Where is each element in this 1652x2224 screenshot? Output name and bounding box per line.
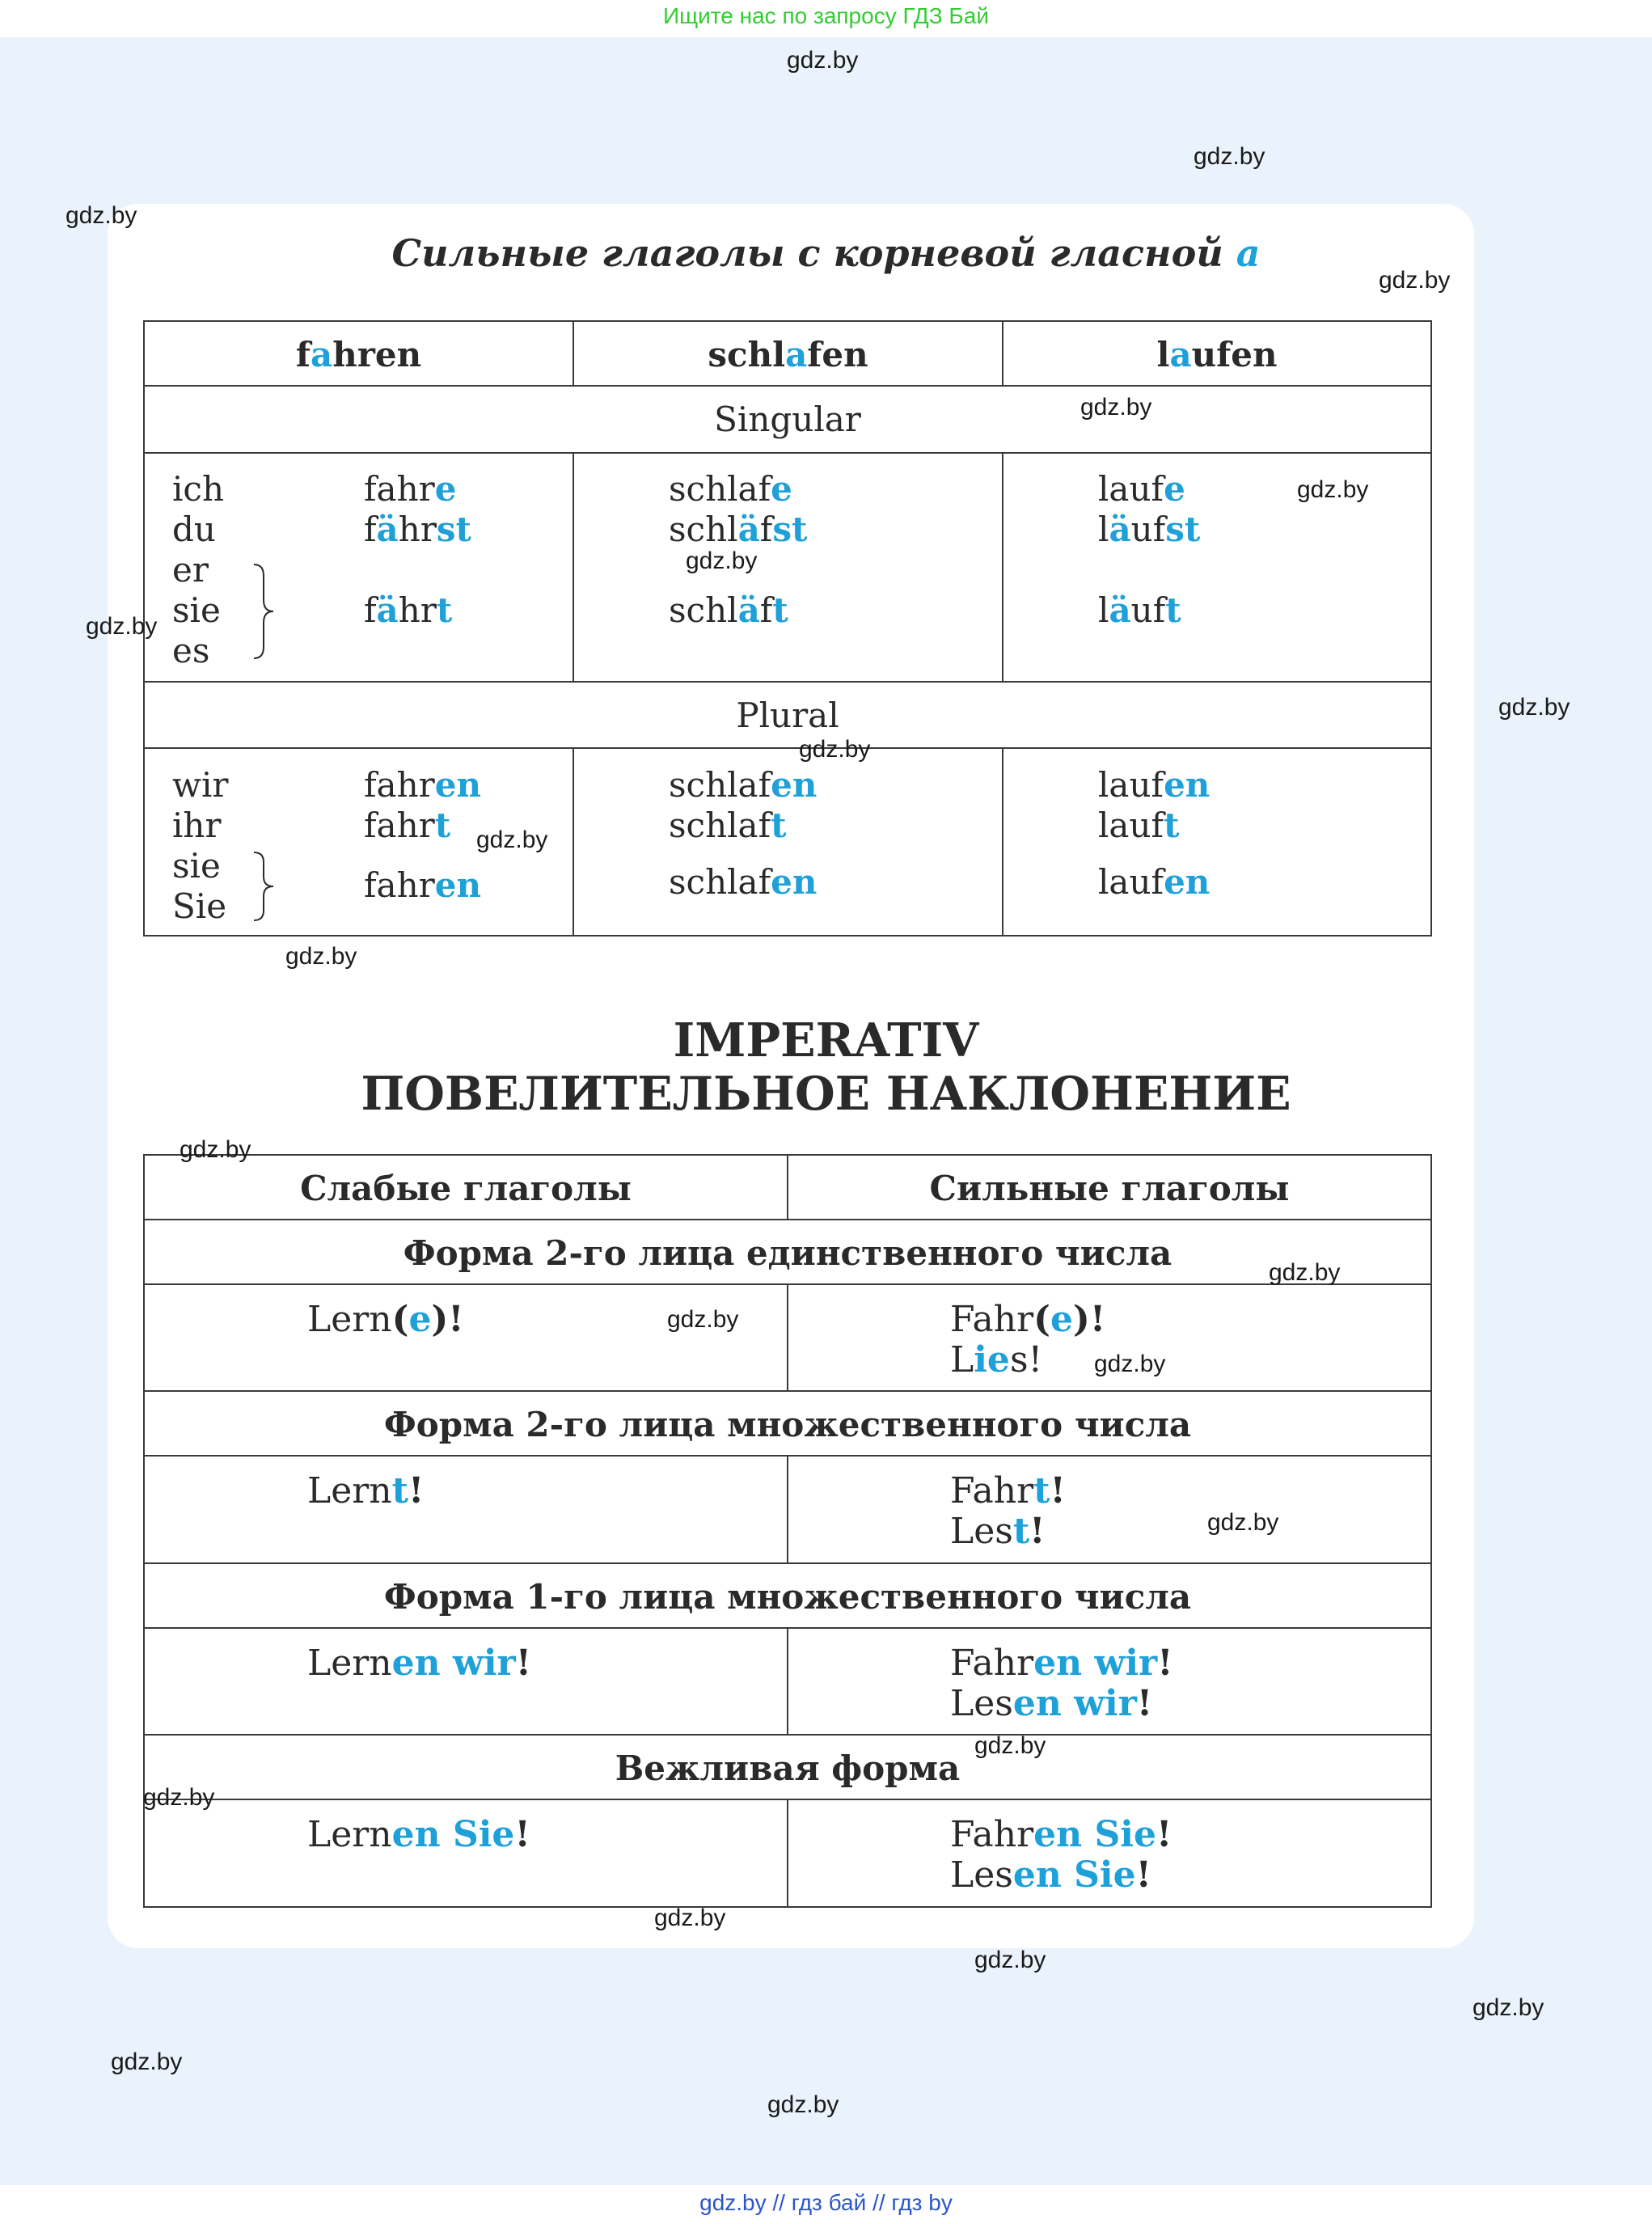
schlafen-sg-ich: schlafe bbox=[669, 469, 792, 509]
laufen-pl-wir: laufen bbox=[1098, 765, 1210, 805]
pl1-strong-fahren: Fahren wir! bbox=[950, 1643, 1173, 1684]
laufen-sg-ich: laufe bbox=[1098, 469, 1185, 509]
fahren-pl-ihr: fahrt bbox=[364, 805, 451, 845]
brace-sie-Sie bbox=[254, 852, 273, 920]
imperativ-title: IMPERATIV bbox=[673, 1013, 979, 1068]
watermark: gdz.by bbox=[1194, 143, 1265, 170]
pronoun-er: er bbox=[172, 550, 209, 590]
polite-weak: Lernen Sie! bbox=[307, 1814, 530, 1855]
schlafen-pl-ihr: schlaft bbox=[669, 805, 787, 845]
schlafen-pl-sie: schlafen bbox=[669, 862, 818, 902]
pronoun-ihr: ihr bbox=[172, 805, 222, 845]
sg2-strong-fahr: Fahr(e)! bbox=[950, 1299, 1106, 1340]
pl1-strong-lesen: Lesen wir! bbox=[950, 1683, 1153, 1724]
watermark: gdz.by bbox=[476, 827, 548, 853]
watermark: gdz.by bbox=[1094, 1351, 1166, 1377]
fahren-sg-ich: fahre bbox=[364, 469, 457, 509]
watermark: gdz.by bbox=[654, 1905, 726, 1931]
watermark: gdz.by bbox=[686, 548, 758, 574]
pronoun-es: es bbox=[172, 631, 210, 670]
watermark: gdz.by bbox=[974, 1947, 1046, 1973]
watermark: gdz.by bbox=[143, 1784, 215, 1811]
pronoun-sie: sie bbox=[172, 590, 221, 630]
laufen-sg-du: läufst bbox=[1098, 509, 1201, 549]
fahren-sg-er: fährt bbox=[364, 590, 453, 630]
pronoun-ich: ich bbox=[172, 469, 225, 509]
watermark: gdz.by bbox=[1207, 1509, 1279, 1536]
footer-links[interactable]: gdz.by // гдз бай // гдз by bbox=[699, 2190, 953, 2215]
schlafen-pl-wir: schlafen bbox=[669, 765, 818, 805]
watermark: gdz.by bbox=[1080, 394, 1152, 421]
polite-strong-fahren: Fahren Sie! bbox=[950, 1814, 1172, 1855]
watermark: gdz.by bbox=[1297, 476, 1369, 503]
pronoun-Sie: Sie bbox=[172, 886, 227, 926]
col-strong-verbs: Сильные глаголы bbox=[929, 1169, 1290, 1208]
watermark: gdz.by bbox=[65, 202, 137, 229]
form-polite-label: Вежливая форма bbox=[615, 1748, 961, 1788]
header-fahren: fahren bbox=[295, 335, 422, 374]
schlafen-sg-du: schläfst bbox=[669, 509, 808, 549]
pronoun-sie-pl: sie bbox=[172, 846, 221, 886]
laufen-pl-sie: laufen bbox=[1098, 862, 1210, 902]
watermark: gdz.by bbox=[667, 1306, 739, 1333]
form-pl2-label: Форма 2-го лица множественного числа bbox=[383, 1405, 1192, 1444]
imperativ-subtitle: ПОВЕЛИТЕЛЬНОЕ НАКЛОНЕНИЕ bbox=[361, 1067, 1291, 1121]
laufen-pl-ihr: lauft bbox=[1098, 805, 1180, 845]
form-sg2-label: Форма 2-го лица единственного числа bbox=[403, 1233, 1172, 1273]
fahren-pl-wir: fahren bbox=[364, 765, 481, 805]
header-schlafen: schlafen bbox=[708, 335, 868, 374]
fahren-sg-du: fährst bbox=[364, 509, 471, 549]
pl2-strong-lest: Lest! bbox=[950, 1511, 1046, 1552]
strong-verbs-title: Сильные глаголы с корневой гласной a bbox=[391, 231, 1261, 275]
watermark: gdz.by bbox=[974, 1732, 1046, 1759]
sg2-strong-lies: Lies! bbox=[950, 1339, 1043, 1380]
watermark: gdz.by bbox=[180, 1136, 251, 1163]
col-weak-verbs: Слабые глаголы bbox=[300, 1169, 632, 1208]
sg2-weak: Lern(e)! bbox=[307, 1299, 464, 1340]
singular-label: Singular bbox=[714, 400, 861, 439]
watermark: gdz.by bbox=[1269, 1259, 1341, 1286]
watermark: gdz.by bbox=[799, 736, 871, 763]
brace-er-sie-es bbox=[254, 564, 273, 658]
watermark: gdz.by bbox=[767, 2091, 839, 2118]
pronoun-du: du bbox=[172, 509, 216, 549]
header-laufen: laufen bbox=[1156, 335, 1278, 374]
watermark: gdz.by bbox=[1379, 267, 1451, 294]
bottom-footer bbox=[0, 2185, 1652, 2224]
pronoun-wir: wir bbox=[172, 765, 229, 805]
watermark: gdz.by bbox=[111, 2049, 183, 2075]
watermark: gdz.by bbox=[285, 943, 357, 970]
schlafen-sg-er: schläft bbox=[669, 590, 788, 630]
watermark: gdz.by bbox=[1472, 1994, 1544, 2021]
watermark: gdz.by bbox=[1498, 694, 1570, 721]
pl2-strong-fahrt: Fahrt! bbox=[950, 1470, 1066, 1512]
form-pl1-label: Форма 1-го лица множественного числа bbox=[383, 1577, 1192, 1617]
fahren-pl-sie: fahren bbox=[364, 865, 481, 905]
polite-strong-lesen: Lesen Sie! bbox=[950, 1854, 1151, 1896]
pl2-weak: Lernt! bbox=[307, 1470, 425, 1512]
pl1-weak: Lernen wir! bbox=[307, 1643, 532, 1684]
watermark: gdz.by bbox=[86, 613, 158, 640]
banner-text[interactable]: Ищите нас по запросу ГДЗ Бай bbox=[662, 3, 990, 28]
laufen-sg-er: läuft bbox=[1098, 590, 1181, 630]
watermark: gdz.by bbox=[787, 47, 859, 74]
plural-label: Plural bbox=[736, 696, 839, 735]
